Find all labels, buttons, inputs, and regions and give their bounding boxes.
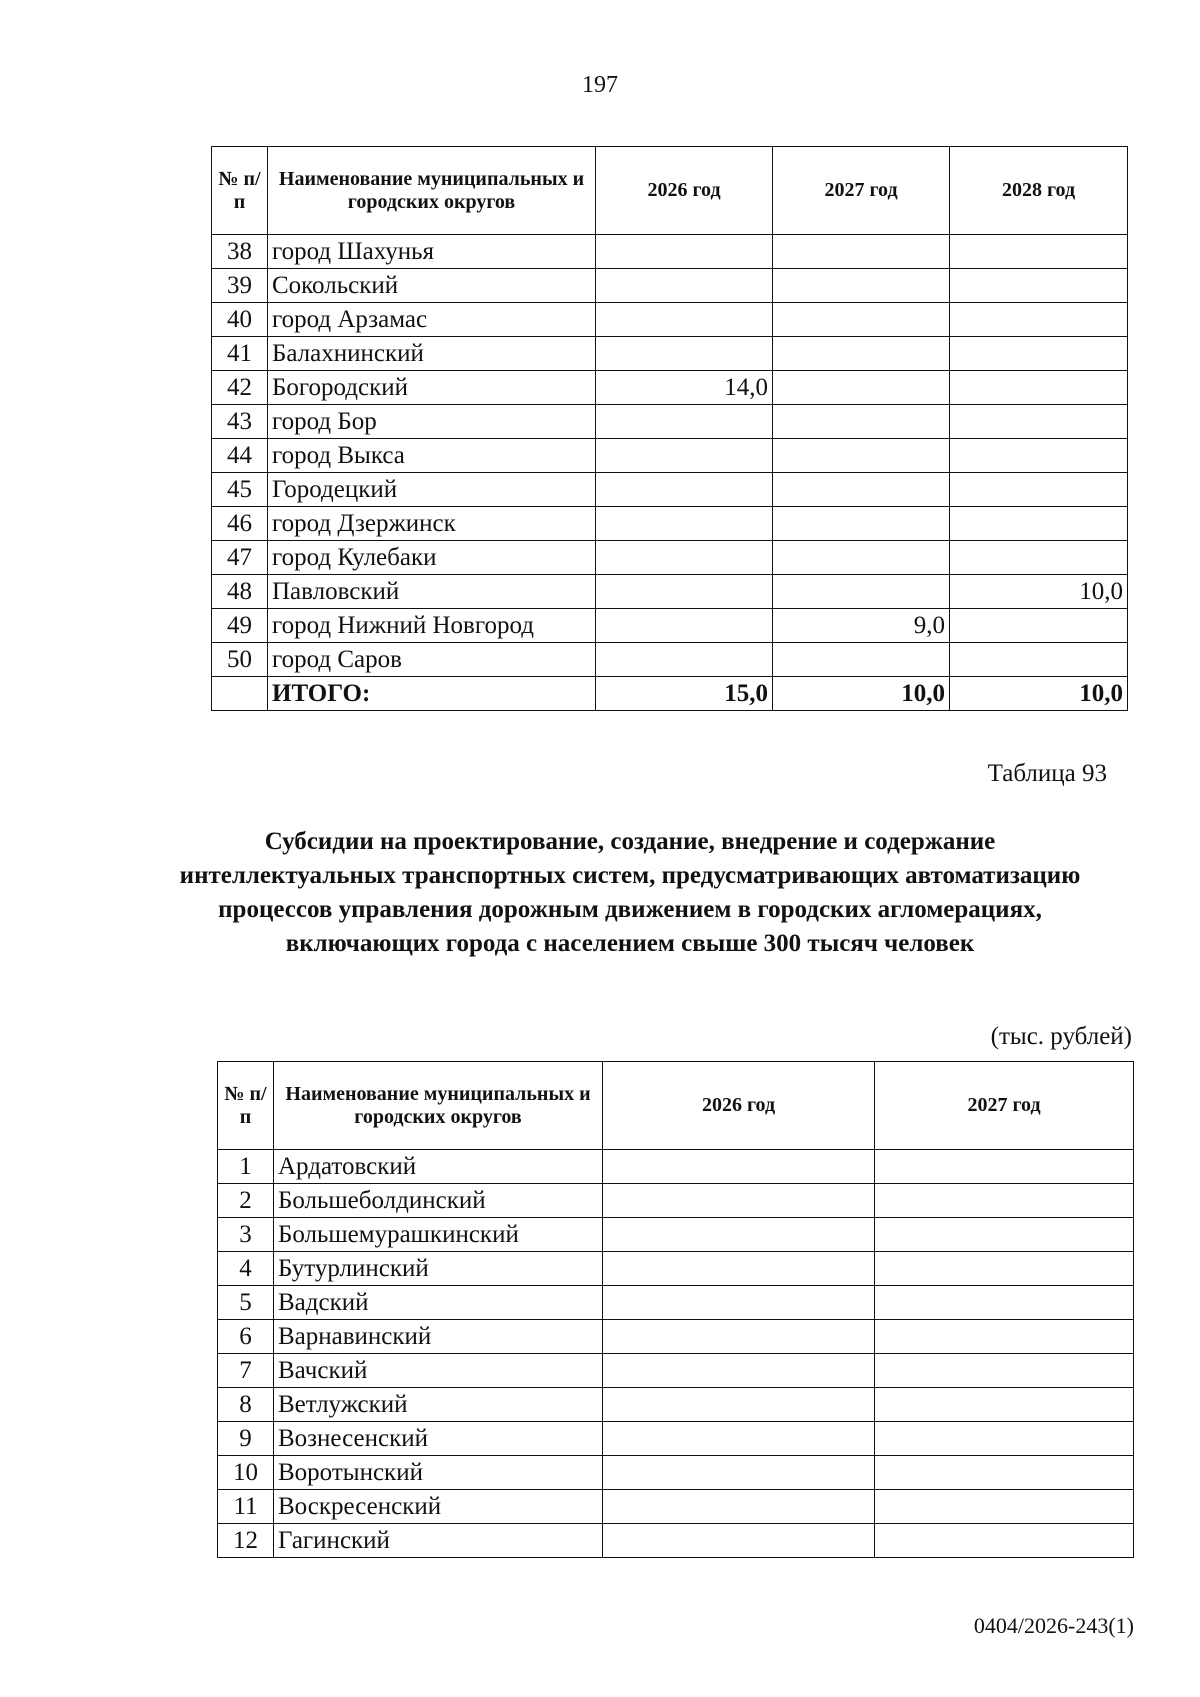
column-header-number: № п/п	[212, 147, 268, 235]
row-number: 6	[218, 1320, 274, 1354]
column-header-2026: 2026 год	[603, 1062, 875, 1150]
value-2026	[603, 1184, 875, 1218]
value-2026	[596, 609, 773, 643]
column-header-name: Наименование муниципальных и городских округов	[268, 147, 596, 235]
value-2026	[596, 541, 773, 575]
district-name: город Кулебаки	[268, 541, 596, 575]
value-2028	[950, 541, 1128, 575]
value-2026	[596, 269, 773, 303]
row-number: 9	[218, 1422, 274, 1456]
column-header-2027: 2027 год	[875, 1062, 1134, 1150]
table-header-row	[218, 1062, 1134, 1150]
row-number: 40	[212, 303, 268, 337]
column-header-2028: 2028 год	[950, 147, 1128, 235]
row-number: 39	[212, 269, 268, 303]
value-2027	[875, 1252, 1134, 1286]
row-number: 3	[218, 1218, 274, 1252]
district-name: Большеболдинский	[274, 1184, 603, 1218]
district-name: Балахнинский	[268, 337, 596, 371]
column-header-2026: 2026 год	[596, 147, 773, 235]
page-number: 197	[582, 72, 618, 98]
value-2027	[875, 1388, 1134, 1422]
value-2027: 9,0	[773, 609, 950, 643]
table-row	[212, 575, 1128, 609]
table-row	[218, 1286, 1134, 1320]
row-number: 1	[218, 1150, 274, 1184]
value-2026	[603, 1388, 875, 1422]
district-name: Павловский	[268, 575, 596, 609]
total-2026: 15,0	[596, 677, 773, 711]
value-2028	[950, 439, 1128, 473]
value-2028	[950, 371, 1128, 405]
district-name: город Шахунья	[268, 235, 596, 269]
table-row	[212, 643, 1128, 677]
value-2026	[603, 1524, 875, 1558]
subsidy-table-continued	[211, 146, 1128, 711]
district-name: Сокольский	[268, 269, 596, 303]
value-2027	[773, 541, 950, 575]
value-2028	[950, 405, 1128, 439]
value-2027	[773, 473, 950, 507]
table-row	[218, 1320, 1134, 1354]
value-2028	[950, 473, 1128, 507]
district-name: город Саров	[268, 643, 596, 677]
row-number: 38	[212, 235, 268, 269]
row-number: 43	[212, 405, 268, 439]
row-number: 41	[212, 337, 268, 371]
table-header-row	[212, 147, 1128, 235]
column-header-number: № п/п	[218, 1062, 274, 1150]
value-2027	[875, 1184, 1134, 1218]
table-row	[212, 473, 1128, 507]
table-row	[218, 1184, 1134, 1218]
value-2028	[950, 235, 1128, 269]
district-name: город Выкса	[268, 439, 596, 473]
table-row	[218, 1456, 1134, 1490]
district-name: Ветлужский	[274, 1388, 603, 1422]
row-number: 11	[218, 1490, 274, 1524]
table-row	[218, 1150, 1134, 1184]
document-code: 0404/2026-243(1)	[973, 1613, 1134, 1638]
row-number: 44	[212, 439, 268, 473]
district-name: город Дзержинск	[268, 507, 596, 541]
district-name: Вачский	[274, 1354, 603, 1388]
row-number: 45	[212, 473, 268, 507]
table-row	[212, 269, 1128, 303]
table-row	[218, 1252, 1134, 1286]
value-2027	[875, 1490, 1134, 1524]
total-2027: 10,0	[773, 677, 950, 711]
district-name: Вадский	[274, 1286, 603, 1320]
row-number: 8	[218, 1388, 274, 1422]
value-2028	[950, 609, 1128, 643]
value-2028	[950, 337, 1128, 371]
value-2026	[603, 1320, 875, 1354]
value-2026	[596, 405, 773, 439]
value-2026	[596, 473, 773, 507]
row-number: 42	[212, 371, 268, 405]
row-number	[212, 677, 268, 711]
district-name: Ардатовский	[274, 1150, 603, 1184]
value-2028: 10,0	[950, 575, 1128, 609]
value-2028	[950, 507, 1128, 541]
value-2028	[950, 643, 1128, 677]
value-2028	[950, 269, 1128, 303]
value-2026	[603, 1456, 875, 1490]
value-2027	[875, 1422, 1134, 1456]
table-row	[212, 507, 1128, 541]
value-2026	[596, 439, 773, 473]
table-row	[218, 1490, 1134, 1524]
table-row	[218, 1422, 1134, 1456]
value-2026: 14,0	[596, 371, 773, 405]
value-2026	[603, 1218, 875, 1252]
value-2027	[773, 643, 950, 677]
table-row	[212, 609, 1128, 643]
value-2028	[950, 303, 1128, 337]
district-name: Городецкий	[268, 473, 596, 507]
value-2026	[596, 643, 773, 677]
district-name: Воскресенский	[274, 1490, 603, 1524]
table-row	[212, 337, 1128, 371]
table-row	[212, 303, 1128, 337]
value-2027	[875, 1524, 1134, 1558]
section-title: Субсидии на проектирование, создание, внедрение и содержание интеллектуальных транспортных систем, предусматривающих автоматизацию процессов управления дорожным движением в городских агломерациях, включающих города с населением свыше 300 тысяч человек	[179, 828, 1081, 957]
district-name: Вознесенский	[274, 1422, 603, 1456]
value-2026	[603, 1422, 875, 1456]
row-number: 2	[218, 1184, 274, 1218]
value-2026	[596, 575, 773, 609]
value-2027	[875, 1150, 1134, 1184]
district-name: город Арзамас	[268, 303, 596, 337]
value-2027	[773, 269, 950, 303]
value-2027	[773, 575, 950, 609]
district-name: Гагинский	[274, 1524, 603, 1558]
total-row	[212, 677, 1128, 711]
table-row	[212, 439, 1128, 473]
district-name: Воротынский	[274, 1456, 603, 1490]
district-name: Варнавинский	[274, 1320, 603, 1354]
value-2026	[603, 1150, 875, 1184]
row-number: 12	[218, 1524, 274, 1558]
district-name: город Бор	[268, 405, 596, 439]
value-2026	[603, 1252, 875, 1286]
table-row	[218, 1218, 1134, 1252]
value-2027	[875, 1320, 1134, 1354]
value-2027	[773, 235, 950, 269]
value-2026	[603, 1354, 875, 1388]
row-number: 5	[218, 1286, 274, 1320]
table-row	[212, 405, 1128, 439]
table-row	[212, 235, 1128, 269]
district-name: Богородский	[268, 371, 596, 405]
value-2027	[773, 337, 950, 371]
column-header-2027: 2027 год	[773, 147, 950, 235]
district-name: Большемурашкинский	[274, 1218, 603, 1252]
row-number: 4	[218, 1252, 274, 1286]
district-name: Бутурлинский	[274, 1252, 603, 1286]
row-number: 50	[212, 643, 268, 677]
table-row	[212, 371, 1128, 405]
row-number: 7	[218, 1354, 274, 1388]
row-number: 47	[212, 541, 268, 575]
table-row	[218, 1354, 1134, 1388]
value-2027	[875, 1456, 1134, 1490]
value-2027	[875, 1218, 1134, 1252]
row-number: 10	[218, 1456, 274, 1490]
value-2027	[773, 405, 950, 439]
value-2026	[603, 1490, 875, 1524]
value-2027	[875, 1286, 1134, 1320]
row-number: 48	[212, 575, 268, 609]
value-2027	[773, 303, 950, 337]
subsidy-table-93	[217, 1061, 1134, 1558]
column-header-name: Наименование муниципальных и городских округов	[274, 1062, 603, 1150]
value-2027	[773, 439, 950, 473]
value-2026	[596, 303, 773, 337]
row-number: 49	[212, 609, 268, 643]
table-row	[218, 1524, 1134, 1558]
value-2026	[596, 337, 773, 371]
units-label: (тыс. рублей)	[990, 1023, 1132, 1050]
row-number: 46	[212, 507, 268, 541]
table-number: Таблица 93	[987, 760, 1107, 787]
value-2026	[603, 1286, 875, 1320]
total-label: ИТОГО:	[268, 677, 596, 711]
value-2027	[773, 507, 950, 541]
value-2026	[596, 235, 773, 269]
table-row	[218, 1388, 1134, 1422]
table-row	[212, 541, 1128, 575]
total-2028: 10,0	[950, 677, 1128, 711]
value-2026	[596, 507, 773, 541]
district-name: город Нижний Новгород	[268, 609, 596, 643]
value-2027	[773, 371, 950, 405]
value-2027	[875, 1354, 1134, 1388]
